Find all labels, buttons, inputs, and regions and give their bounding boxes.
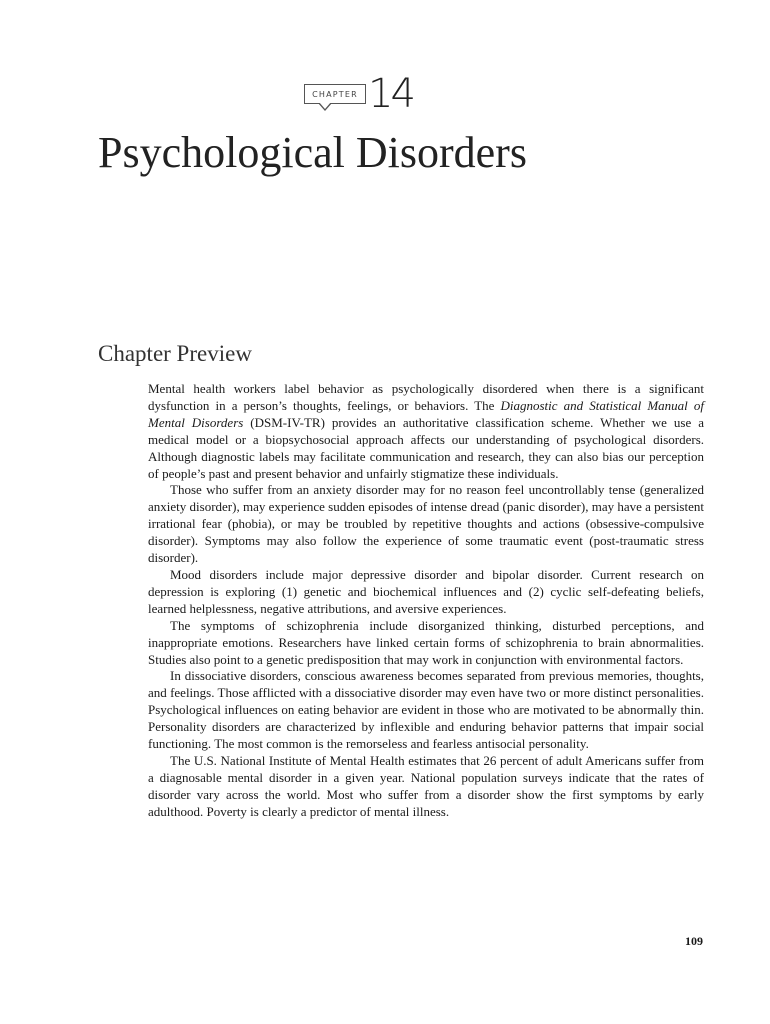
chapter-label-pointer-fill <box>319 102 331 109</box>
chapter-preview-body <box>148 381 704 821</box>
chapter-number: 14 <box>368 71 413 117</box>
book-title-italic: Diagnostic and Statistical Manual of Mental Disorders <box>148 397 704 430</box>
chapter-title: Psychological Disorders <box>98 128 527 177</box>
chapter-label: CHAPTER <box>312 89 358 99</box>
chapter-label-box <box>304 84 366 104</box>
paragraph-text: Mental health workers label behavior as psychologically disordered when there is a significant dysfunction in a person’s thoughts, feelings, or behaviors. The <box>148 381 704 413</box>
preview-paragraph: Mood disorders include major depressive disorder and bipolar disorder. Current research on depression is exploring (1) genetic and biochemical influences and (2) cyclic self-defeating beliefs, learned helplessness, negative attributions, and aversive experiences. <box>148 566 704 616</box>
paragraph-text: (DSM-IV-TR) provides an authoritative classification scheme. Whether we use a medical model or a biopsychosocial approach affects our understanding of psychological disorders. Although diagnostic labels may facilitate communication and research, they can also bias our perception of people’s past and present behavior and unfairly stigmatize these individuals. <box>148 414 704 481</box>
preview-paragraph: In dissociative disorders, conscious awareness becomes separated from previous memories, thoughts, and feelings. Those afflicted with a dissociative disorder may even have two or more distinct personalities. Psychological influences on eating behavior are evident in those who are motivated to be abnormally thin. Personality disorders are characterized by inflexible and enduring behavior patterns that impair social functioning. The most common is the remorseless and fearless antisocial personality. <box>148 668 704 752</box>
preview-paragraph: The symptoms of schizophrenia include disorganized thinking, disturbed perceptions, and inappropriate emotions. Researchers have linked certain forms of schizophrenia to brain abnormalities. Studies also point to a genetic predisposition that may work in conjunction with environmental factors. <box>148 617 704 667</box>
page-number: 109 <box>685 934 703 948</box>
preview-paragraph <box>148 381 704 482</box>
preview-paragraph: The U.S. National Institute of Mental Health estimates that 26 percent of adult Americans suffer from a diagnosable mental disorder in a given year. National population surveys indicate that the rates of disorder vary across the world. Most who suffer from a disorder show the first symptoms by early adulthood. Poverty is clearly a predictor of mental illness. <box>148 752 704 819</box>
section-heading: Chapter Preview <box>98 341 252 366</box>
preview-paragraph: Those who suffer from an anxiety disorder may for no reason feel uncontrollably tense (generalized anxiety disorder), may experience sudden episodes of intense dread (panic disorder), may have a persistent irrational fear (phobia), or may be troubled by repetitive thoughts and actions (obsessive-compulsive disorder). Symptoms may also follow the experience of some traumatic event (post-traumatic stress disorder). <box>148 482 704 566</box>
